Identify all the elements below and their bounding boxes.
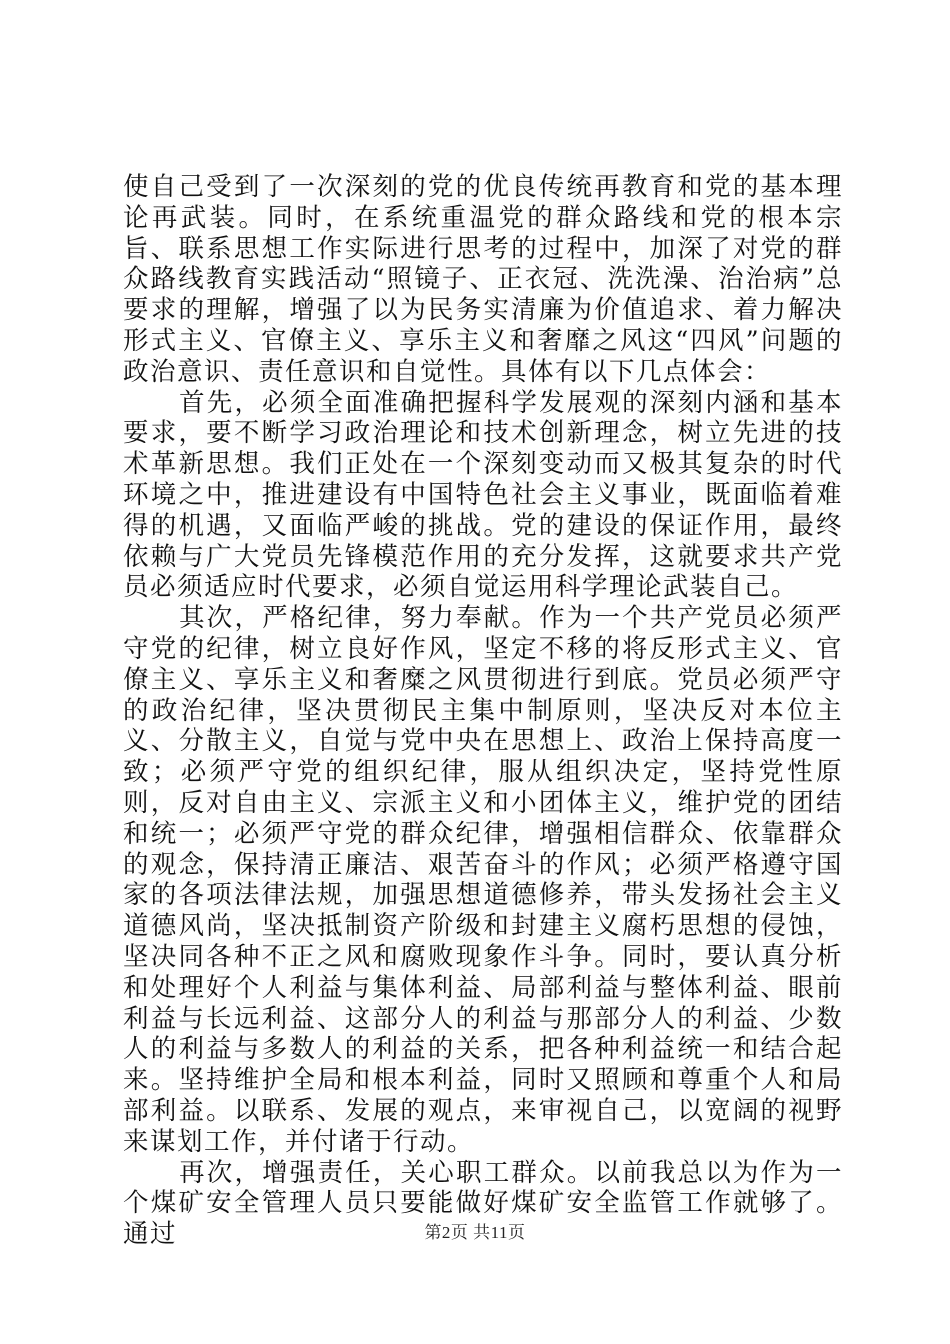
paragraph-first-point: 首先，必须全面准确把握科学发展观的深刻内涵和基本要求，要不断学习政治理论和技术创新理念，树立先进的技术革新思想。我们正处在一个深刻变动而又极其复杂的时代环境之中，推进建设有中国特色社会主义事业，既面临着难得的机遇，又面临严峻的挑战。党的建设的保证作用，最终依赖与广大党员先锋模范作用的充分发挥，这就要求共产党员必须适应时代要求，必须自觉运用科学理论武装自己。 [123, 387, 843, 603]
document-body [123, 172, 843, 1250]
paragraph-third-point: 再次，增强责任，关心职工群众。以前我总以为作为一个煤矿安全管理人员只要能做好煤矿安全监管工作就够了。通过 [123, 1157, 843, 1250]
paragraph-second-point: 其次，严格纪律，努力奉献。作为一个共产党员必须严守党的纪律，树立良好作风，坚定不移的将反形式主义、官僚主义、享乐主义和奢糜之风贯彻进行到底。党员必须严守的政治纪律，坚决贯彻民主集中制原则，坚决反对本位主义、分散主义，自觉与党中央在思想上、政治上保持高度一致；必须严守党的组织纪律，服从组织决定，坚持党性原则，反对自由主义、宗派主义和小团体主义，维护党的团结和统一；必须严守党的群众纪律，增强相信群众、依靠群众的观念，保持清正廉洁、艰苦奋斗的作风；必须严格遵守国家的各项法律法规，加强思想道德修养，带头发扬社会主义道德风尚，坚决抵制资产阶级和封建主义腐朽思想的侵蚀，坚决同各种不正之风和腐败现象作斗争。同时，要认真分析和处理好个人利益与集体利益、局部利益与整体利益、眼前利益与长远利益、这部分人的利益与那部分人的利益、少数人的利益与多数人的利益的关系，把各种利益统一和结合起来。坚持维护全局和根本利益，同时又照顾和尊重个人和局部利益。以联系、发展的观点，来审视自己，以宽阔的视野来谋划工作，并付诸于行动。 [123, 603, 843, 1157]
page-number-footer: 第2页 共11页 [424, 1223, 526, 1242]
paragraph-intro: 使自己受到了一次深刻的党的优良传统再教育和党的基本理论再武装。同时，在系统重温党的群众路线和党的根本宗旨、联系思想工作实际进行思考的过程中，加深了对党的群众路线教育实践活动“照镜子、正衣冠、洗洗澡、治治病”总要求的理解，增强了以为民务实清廉为价值追求、着力解决形式主义、官僚主义、享乐主义和奢靡之风这“四风”问题的政治意识、责任意识和自觉性。具体有以下几点体会： [123, 172, 843, 387]
